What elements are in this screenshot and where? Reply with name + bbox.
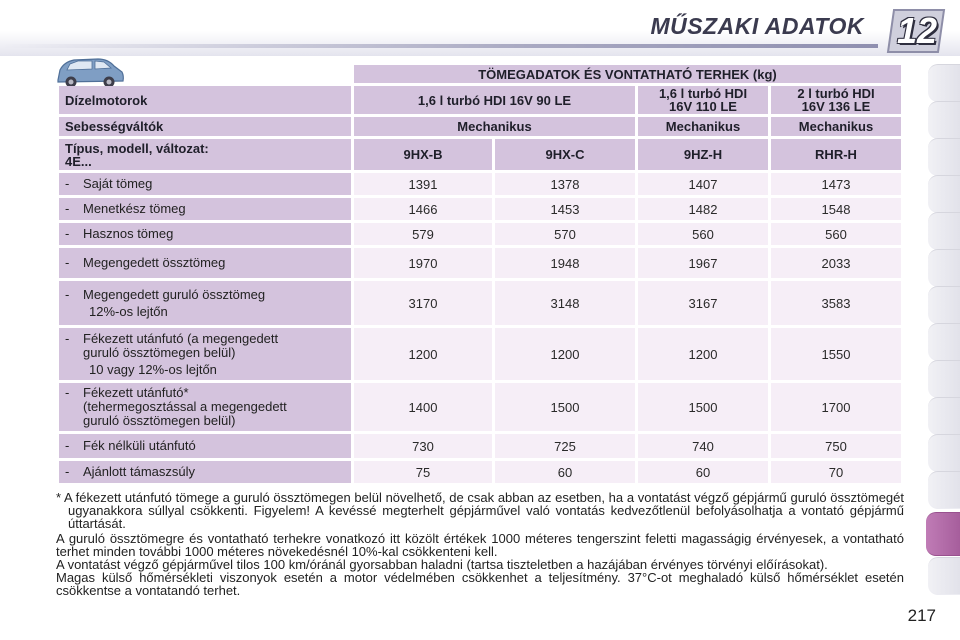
row-label: - Megengedett össztömeg: [59, 248, 351, 278]
chapter-title: MŰSZAKI ADATOK: [650, 13, 864, 39]
cell-value: 3583: [771, 281, 901, 325]
engine-col3: 1,6 l turbó HDI 16V 110 LE: [638, 86, 768, 114]
table-row: [59, 383, 901, 431]
cell-value: 1500: [638, 383, 768, 431]
table-row: [59, 434, 901, 458]
chapter-badge: [886, 6, 948, 56]
body-paragraph: A vontatást végző gépjárművel tilos 100 km/óránál gyorsabban haladni (tartsa tiszteletben a hazájában érvényes törvényi előírásokat).: [56, 557, 828, 572]
section-tab[interactable]: [928, 175, 960, 213]
row-label: - Ajánlott támaszsúly: [59, 461, 351, 483]
chapter-number: 12: [896, 10, 938, 51]
cell-value: 570: [495, 223, 635, 245]
cell-value: 1391: [354, 173, 492, 195]
cell-value: 560: [638, 223, 768, 245]
type-row: [59, 139, 901, 170]
table-row: [59, 248, 901, 278]
table-row: [59, 223, 901, 245]
table-row: [59, 328, 901, 380]
row-label: - Menetkész tömeg: [59, 198, 351, 220]
cell-value: 1200: [495, 328, 635, 380]
cell-value: 70: [771, 461, 901, 483]
cell-value: 3170: [354, 281, 492, 325]
engine-col4: 2 l turbó HDI 16V 136 LE: [771, 86, 901, 114]
row-label: - Saját tömeg: [59, 173, 351, 195]
section-tab[interactable]: [928, 249, 960, 287]
table-row: [59, 198, 901, 220]
cell-value: 3167: [638, 281, 768, 325]
type-value: RHR-H: [771, 139, 901, 170]
footnote: * A fékezett utánfutó tömege a guruló össztömegen belül növelhető, de csak abban az esetben, ha a vontatást végző gépjármű guruló össztömegét ugyanakkora súllyal csökkenti. Figyelem! A kevéssé megterhelt gépjárművel való vontatás kedvezőtlenül befolyásolhatja a vontató gépjármű úttartását.: [56, 490, 904, 531]
section-tabs: [928, 64, 960, 624]
gearbox-col1: Mechanikus: [354, 117, 635, 136]
body-paragraph: A guruló össztömegre és vontatható terhekre vonatkozó itt közölt értékek 1000 méteres tengerszint feletti magasságig érvényesek, a vontatható terhet minden további 1000 méteres növekedésnél 10%-kal csökkenteni kell.: [56, 531, 904, 559]
cell-value: 1970: [354, 248, 492, 278]
table-row: [59, 173, 901, 195]
section-tab[interactable]: [928, 64, 960, 102]
row-label: - Fék nélküli utánfutó: [59, 434, 351, 458]
cell-value: 3148: [495, 281, 635, 325]
section-tab-active[interactable]: [926, 512, 960, 556]
cell-value: 1500: [495, 383, 635, 431]
cell-value: 1700: [771, 383, 901, 431]
cell-value: 1967: [638, 248, 768, 278]
row-label: - Fékezett utánfutó (a megengedett guruló össztömegen belül) 10 vagy 12%-os lejtőn: [59, 328, 351, 380]
cell-value: 750: [771, 434, 901, 458]
section-tab[interactable]: [928, 138, 960, 176]
section-tab[interactable]: [928, 397, 960, 435]
cell-value: 1948: [495, 248, 635, 278]
cell-value: 1482: [638, 198, 768, 220]
cell-value: 740: [638, 434, 768, 458]
gearbox-col4: Mechanikus: [771, 117, 901, 136]
cell-value: 1378: [495, 173, 635, 195]
gearbox-col3: Mechanikus: [638, 117, 768, 136]
cell-value: 2033: [771, 248, 901, 278]
row-label: - Fékezett utánfutó* (tehermegosztással a megengedett guruló össztömegen belül): [59, 383, 351, 431]
cell-value: 1466: [354, 198, 492, 220]
gearbox-label: Sebességváltók: [59, 117, 351, 136]
cell-value: 560: [771, 223, 901, 245]
weights-table: [56, 62, 904, 486]
cell-value: 60: [638, 461, 768, 483]
row-label: - Megengedett guruló össztömeg 12%-os lejtőn: [59, 281, 351, 325]
type-value: 9HX-B: [354, 139, 492, 170]
cell-value: 1407: [638, 173, 768, 195]
body-paragraph: Magas külső hőmérsékleti viszonyok esetén a motor védelmében csökkenhet a teljesítmény. 37°C-ot meghaladó külső hőmérséklet esetén csökkentse a vontatandó terhet.: [56, 570, 904, 598]
cell-value: 1200: [354, 328, 492, 380]
cell-value: 579: [354, 223, 492, 245]
section-tab[interactable]: [928, 471, 960, 509]
table-title-row: [59, 65, 901, 83]
cell-value: 1200: [638, 328, 768, 380]
cell-value: 725: [495, 434, 635, 458]
cell-value: 1550: [771, 328, 901, 380]
cell-value: 1453: [495, 198, 635, 220]
type-value: 9HZ-H: [638, 139, 768, 170]
cell-value: 1473: [771, 173, 901, 195]
section-tab[interactable]: [928, 434, 960, 472]
cell-value: 60: [495, 461, 635, 483]
section-tab[interactable]: [928, 212, 960, 250]
type-label: Típus, modell, változat: 4E...: [59, 139, 351, 170]
section-tab[interactable]: [928, 323, 960, 361]
cell-value: 730: [354, 434, 492, 458]
gearbox-row: [59, 117, 901, 136]
header-divider: [0, 44, 878, 48]
section-tab[interactable]: [928, 286, 960, 324]
table-title: TÖMEGADATOK ÉS VONTATHATÓ TERHEK (kg): [354, 65, 901, 83]
cell-value: 1400: [354, 383, 492, 431]
body-text: [56, 532, 904, 597]
cell-value: 75: [354, 461, 492, 483]
table-row: [59, 281, 901, 325]
section-tab[interactable]: [928, 360, 960, 398]
section-tab[interactable]: [928, 101, 960, 139]
page-number: 217: [907, 606, 936, 625]
engine-col1: 1,6 l turbó HDI 16V 90 LE: [354, 86, 635, 114]
table-row: [59, 461, 901, 483]
cell-value: 1548: [771, 198, 901, 220]
section-tab[interactable]: [928, 557, 960, 595]
row-label: - Hasznos tömeg: [59, 223, 351, 245]
type-value: 9HX-C: [495, 139, 635, 170]
engine-label: Dízelmotorok: [59, 86, 351, 114]
engine-row: [59, 86, 901, 114]
